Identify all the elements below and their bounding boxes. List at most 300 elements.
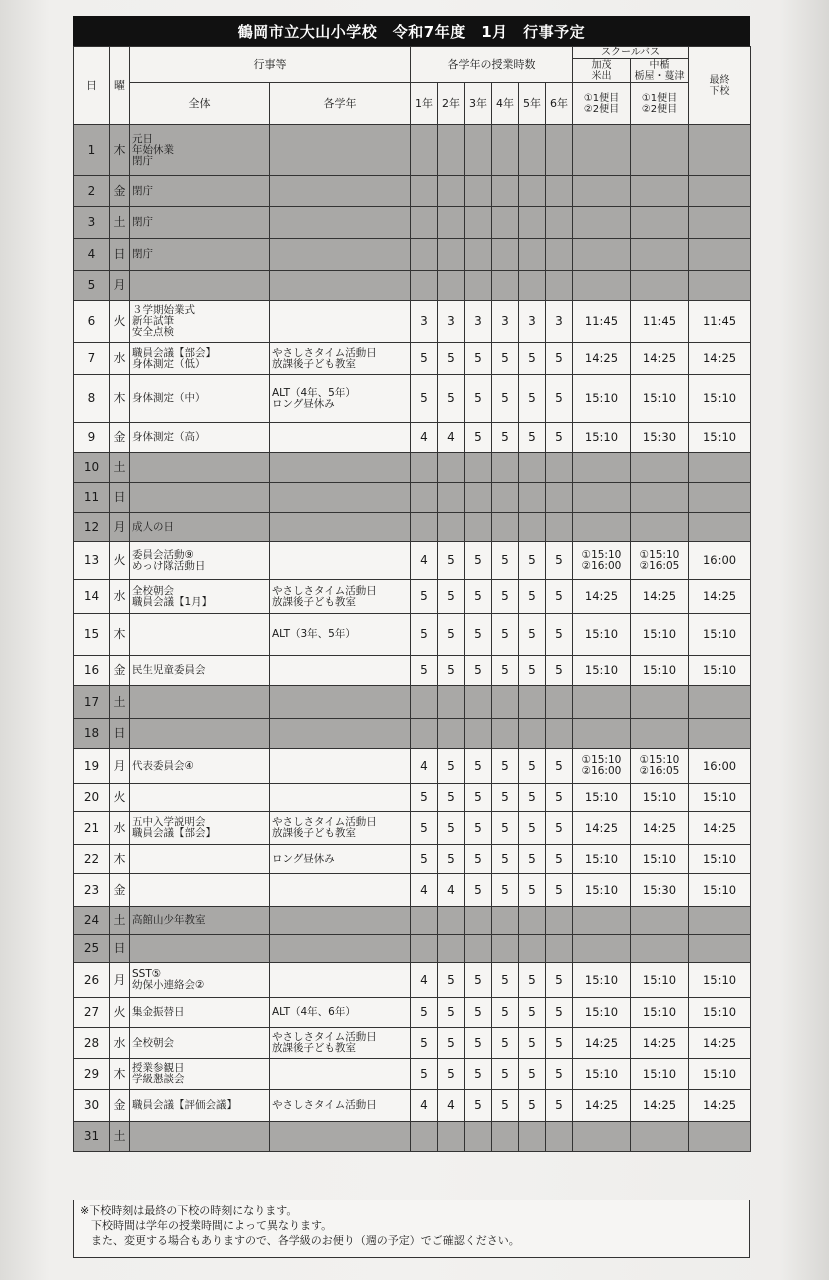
header-grade-6: 6年	[546, 83, 573, 125]
hours-grade-2-cell	[438, 271, 465, 301]
day-cell: 18	[74, 719, 110, 749]
weekday-cell: 日	[110, 239, 130, 271]
hours-grade-5-cell	[519, 176, 546, 207]
bus-route-1-cell: ①15:10 ②16:00	[573, 542, 631, 580]
hours-grade-2-cell	[438, 176, 465, 207]
table-row	[74, 239, 751, 271]
hours-grade-6-cell: 5	[546, 343, 573, 375]
hours-grade-3-cell: 5	[465, 749, 492, 784]
header-bus: スクールバス	[573, 47, 689, 59]
day-cell: 6	[74, 301, 110, 343]
event-all-cell: 民生児童委員会	[130, 656, 270, 686]
bus-route-2-cell	[631, 686, 689, 719]
bus-route-1-cell: 15:10	[573, 998, 631, 1028]
event-grade-cell	[270, 423, 411, 453]
bus-route-2-cell: 15:30	[631, 423, 689, 453]
table-row	[74, 845, 751, 874]
hours-grade-4-cell: 5	[492, 542, 519, 580]
hours-grade-2-cell	[438, 513, 465, 542]
event-all-cell: 全校朝会	[130, 1028, 270, 1059]
weekday-cell: 水	[110, 580, 130, 614]
hours-grade-4-cell: 5	[492, 845, 519, 874]
day-cell: 10	[74, 453, 110, 483]
hours-grade-1-cell	[411, 125, 438, 176]
hours-grade-1-cell: 4	[411, 1090, 438, 1122]
hours-grade-6-cell: 5	[546, 375, 573, 423]
day-cell: 24	[74, 907, 110, 935]
bus-route-2-cell	[631, 935, 689, 963]
bus-route-2-cell: ①15:10 ②16:05	[631, 542, 689, 580]
hours-grade-3-cell: 5	[465, 998, 492, 1028]
header-bus-trips-1: ①1便目 ②2便目	[573, 83, 631, 125]
hours-grade-1-cell: 5	[411, 998, 438, 1028]
hours-grade-6-cell	[546, 483, 573, 513]
hours-grade-1-cell: 5	[411, 343, 438, 375]
header-weekday: 曜	[110, 47, 130, 125]
event-all-cell	[130, 614, 270, 656]
table-row	[74, 1028, 751, 1059]
hours-grade-6-cell	[546, 271, 573, 301]
hours-grade-5-cell	[519, 271, 546, 301]
hours-grade-3-cell	[465, 271, 492, 301]
last-leave-cell	[689, 483, 751, 513]
event-grade-cell	[270, 874, 411, 907]
hours-grade-2-cell	[438, 125, 465, 176]
hours-grade-2-cell: 5	[438, 1028, 465, 1059]
hours-grade-6-cell	[546, 207, 573, 239]
hours-grade-6-cell: 3	[546, 301, 573, 343]
hours-grade-1-cell: 4	[411, 963, 438, 998]
day-cell: 31	[74, 1122, 110, 1152]
hours-grade-4-cell: 5	[492, 343, 519, 375]
hours-grade-3-cell: 5	[465, 375, 492, 423]
bus-route-1-cell: 15:10	[573, 375, 631, 423]
header-grade-3: 3年	[465, 83, 492, 125]
hours-grade-5-cell	[519, 453, 546, 483]
weekday-cell: 水	[110, 812, 130, 845]
hours-grade-5-cell	[519, 719, 546, 749]
hours-grade-5-cell	[519, 207, 546, 239]
weekday-cell: 日	[110, 719, 130, 749]
weekday-cell: 火	[110, 998, 130, 1028]
event-grade-cell: ロング昼休み	[270, 845, 411, 874]
hours-grade-4-cell: 5	[492, 963, 519, 998]
hours-grade-4-cell: 5	[492, 874, 519, 907]
event-all-cell: 閉庁	[130, 207, 270, 239]
hours-grade-3-cell	[465, 483, 492, 513]
hours-grade-3-cell: 5	[465, 784, 492, 812]
hours-grade-2-cell	[438, 719, 465, 749]
hours-grade-4-cell: 5	[492, 614, 519, 656]
hours-grade-1-cell: 5	[411, 656, 438, 686]
hours-grade-1-cell	[411, 513, 438, 542]
weekday-cell: 木	[110, 845, 130, 874]
header-events-all: 全体	[130, 83, 270, 125]
event-all-cell: 五中入学説明会 職員会議【部会】	[130, 812, 270, 845]
hours-grade-2-cell: 5	[438, 542, 465, 580]
weekday-cell: 金	[110, 423, 130, 453]
event-all-cell: SST⑤ 幼保小連絡会②	[130, 963, 270, 998]
event-all-cell: 職員会議【評価会議】	[130, 1090, 270, 1122]
hours-grade-6-cell	[546, 453, 573, 483]
table-row	[74, 812, 751, 845]
bus-route-1-cell: ①15:10 ②16:00	[573, 749, 631, 784]
last-leave-cell: 15:10	[689, 423, 751, 453]
bus-route-1-cell	[573, 719, 631, 749]
hours-grade-3-cell: 5	[465, 1028, 492, 1059]
hours-grade-5-cell: 3	[519, 301, 546, 343]
event-all-cell	[130, 874, 270, 907]
hours-grade-3-cell: 5	[465, 580, 492, 614]
bus-route-2-cell: 14:25	[631, 580, 689, 614]
hours-grade-4-cell	[492, 239, 519, 271]
event-grade-cell	[270, 656, 411, 686]
hours-grade-4-cell: 5	[492, 1059, 519, 1090]
hours-grade-5-cell: 5	[519, 343, 546, 375]
hours-grade-3-cell: 5	[465, 542, 492, 580]
hours-grade-6-cell: 5	[546, 963, 573, 998]
hours-grade-5-cell: 5	[519, 749, 546, 784]
hours-grade-2-cell	[438, 453, 465, 483]
footnote-box	[73, 1200, 750, 1258]
last-leave-cell	[689, 513, 751, 542]
weekday-cell: 土	[110, 207, 130, 239]
day-cell: 3	[74, 207, 110, 239]
hours-grade-6-cell: 5	[546, 1090, 573, 1122]
hours-grade-2-cell	[438, 207, 465, 239]
day-cell: 7	[74, 343, 110, 375]
bus-route-1-cell	[573, 907, 631, 935]
hours-grade-2-cell: 5	[438, 749, 465, 784]
last-leave-cell: 15:10	[689, 375, 751, 423]
table-row	[74, 542, 751, 580]
bus-route-2-cell: 15:10	[631, 375, 689, 423]
hours-grade-3-cell	[465, 453, 492, 483]
hours-grade-5-cell	[519, 483, 546, 513]
hours-grade-1-cell: 5	[411, 1059, 438, 1090]
weekday-cell: 水	[110, 343, 130, 375]
hours-grade-6-cell: 5	[546, 656, 573, 686]
hours-grade-5-cell: 5	[519, 963, 546, 998]
weekday-cell: 月	[110, 749, 130, 784]
event-grade-cell	[270, 963, 411, 998]
last-leave-cell: 14:25	[689, 1090, 751, 1122]
event-all-cell	[130, 483, 270, 513]
event-grade-cell	[270, 483, 411, 513]
header-grade-5: 5年	[519, 83, 546, 125]
day-cell: 25	[74, 935, 110, 963]
event-grade-cell: やさしさタイム活動日 放課後子ども教室	[270, 812, 411, 845]
bus-route-2-cell	[631, 483, 689, 513]
header-events: 行事等	[130, 47, 411, 83]
bus-route-2-cell: 15:10	[631, 784, 689, 812]
last-leave-cell: 15:10	[689, 1059, 751, 1090]
event-grade-cell	[270, 542, 411, 580]
weekday-cell: 金	[110, 1090, 130, 1122]
hours-grade-4-cell	[492, 686, 519, 719]
weekday-cell: 水	[110, 1028, 130, 1059]
hours-grade-2-cell	[438, 239, 465, 271]
event-grade-cell	[270, 1059, 411, 1090]
weekday-cell: 木	[110, 1059, 130, 1090]
last-leave-cell: 15:10	[689, 874, 751, 907]
event-grade-cell	[270, 239, 411, 271]
event-all-cell	[130, 784, 270, 812]
hours-grade-1-cell: 5	[411, 845, 438, 874]
table-row	[74, 343, 751, 375]
bus-route-1-cell	[573, 125, 631, 176]
weekday-cell: 木	[110, 614, 130, 656]
bus-route-2-cell	[631, 176, 689, 207]
hours-grade-4-cell	[492, 1122, 519, 1152]
weekday-cell: 土	[110, 686, 130, 719]
last-leave-cell	[689, 719, 751, 749]
last-leave-cell: 15:10	[689, 963, 751, 998]
last-leave-cell: 14:25	[689, 1028, 751, 1059]
table-row	[74, 874, 751, 907]
hours-grade-6-cell: 5	[546, 542, 573, 580]
weekday-cell: 日	[110, 483, 130, 513]
event-grade-cell	[270, 125, 411, 176]
hours-grade-1-cell: 5	[411, 1028, 438, 1059]
hours-grade-1-cell: 4	[411, 542, 438, 580]
weekday-cell: 土	[110, 907, 130, 935]
hours-grade-1-cell: 4	[411, 423, 438, 453]
last-leave-cell: 15:10	[689, 845, 751, 874]
bus-route-1-cell: 15:10	[573, 423, 631, 453]
hours-grade-2-cell: 5	[438, 812, 465, 845]
hours-grade-2-cell: 5	[438, 998, 465, 1028]
last-leave-cell: 16:00	[689, 749, 751, 784]
day-cell: 22	[74, 845, 110, 874]
bus-route-1-cell	[573, 176, 631, 207]
hours-grade-4-cell	[492, 207, 519, 239]
bus-route-2-cell: 15:10	[631, 963, 689, 998]
bus-route-2-cell: 15:10	[631, 614, 689, 656]
weekday-cell: 木	[110, 125, 130, 176]
bus-route-2-cell: 15:30	[631, 874, 689, 907]
hours-grade-5-cell	[519, 1122, 546, 1152]
hours-grade-6-cell: 5	[546, 1028, 573, 1059]
weekday-cell: 木	[110, 375, 130, 423]
event-all-cell: 集金振替日	[130, 998, 270, 1028]
table-row	[74, 719, 751, 749]
hours-grade-5-cell: 5	[519, 812, 546, 845]
event-grade-cell	[270, 749, 411, 784]
hours-grade-5-cell: 5	[519, 845, 546, 874]
bus-route-2-cell	[631, 907, 689, 935]
table-row	[74, 935, 751, 963]
hours-grade-1-cell: 4	[411, 874, 438, 907]
event-all-cell	[130, 686, 270, 719]
event-grade-cell: ALT（3年、5年）	[270, 614, 411, 656]
hours-grade-2-cell	[438, 686, 465, 719]
event-all-cell	[130, 719, 270, 749]
hours-grade-1-cell	[411, 239, 438, 271]
hours-grade-5-cell: 5	[519, 656, 546, 686]
day-cell: 15	[74, 614, 110, 656]
event-all-cell	[130, 1122, 270, 1152]
last-leave-cell	[689, 239, 751, 271]
table-row	[74, 301, 751, 343]
event-all-cell: 代表委員会④	[130, 749, 270, 784]
last-leave-cell: 14:25	[689, 812, 751, 845]
page-title: 鶴岡市立大山小学校 令和7年度 1月 行事予定	[73, 16, 750, 46]
bus-route-2-cell: 14:25	[631, 1028, 689, 1059]
hours-grade-5-cell	[519, 907, 546, 935]
weekday-cell: 金	[110, 656, 130, 686]
table-row	[74, 1059, 751, 1090]
header-grade-2: 2年	[438, 83, 465, 125]
footnote-line: また、変更する場合もありますので、各学級のお便り（週の予定）でご確認ください。	[80, 1234, 520, 1247]
day-cell: 30	[74, 1090, 110, 1122]
hours-grade-4-cell: 5	[492, 375, 519, 423]
hours-grade-4-cell	[492, 935, 519, 963]
hours-grade-2-cell: 5	[438, 614, 465, 656]
hours-grade-3-cell: 5	[465, 1090, 492, 1122]
hours-grade-2-cell: 5	[438, 580, 465, 614]
hours-grade-3-cell: 5	[465, 845, 492, 874]
hours-grade-4-cell: 5	[492, 998, 519, 1028]
hours-grade-3-cell: 5	[465, 1059, 492, 1090]
event-all-cell: 高館山少年教室	[130, 907, 270, 935]
last-leave-cell	[689, 125, 751, 176]
table-row	[74, 271, 751, 301]
weekday-cell: 火	[110, 542, 130, 580]
bus-route-2-cell	[631, 271, 689, 301]
day-cell: 27	[74, 998, 110, 1028]
bus-route-1-cell: 14:25	[573, 343, 631, 375]
last-leave-cell: 15:10	[689, 784, 751, 812]
event-all-cell: 閉庁	[130, 176, 270, 207]
hours-grade-5-cell	[519, 935, 546, 963]
table-row	[74, 1122, 751, 1152]
table-row	[74, 907, 751, 935]
day-cell: 1	[74, 125, 110, 176]
event-grade-cell: ALT（4年、5年） ロング昼休み	[270, 375, 411, 423]
hours-grade-4-cell: 3	[492, 301, 519, 343]
event-grade-cell	[270, 935, 411, 963]
hours-grade-3-cell	[465, 686, 492, 719]
event-all-cell: 授業参観日 学級懇談会	[130, 1059, 270, 1090]
table-row	[74, 207, 751, 239]
event-grade-cell	[270, 784, 411, 812]
hours-grade-2-cell: 4	[438, 874, 465, 907]
table-row	[74, 513, 751, 542]
hours-grade-5-cell: 5	[519, 423, 546, 453]
table-row	[74, 580, 751, 614]
hours-grade-1-cell	[411, 483, 438, 513]
hours-grade-5-cell: 5	[519, 1059, 546, 1090]
bus-route-2-cell	[631, 1122, 689, 1152]
weekday-cell: 月	[110, 271, 130, 301]
hours-grade-1-cell	[411, 176, 438, 207]
bus-route-1-cell	[573, 207, 631, 239]
hours-grade-6-cell	[546, 125, 573, 176]
weekday-cell: 金	[110, 874, 130, 907]
header-bus-route-2: 中楯 栃屋・蔓津	[631, 59, 689, 83]
bus-route-2-cell	[631, 207, 689, 239]
bus-route-1-cell: 15:10	[573, 874, 631, 907]
day-cell: 23	[74, 874, 110, 907]
bus-route-1-cell	[573, 1122, 631, 1152]
day-cell: 12	[74, 513, 110, 542]
hours-grade-2-cell: 5	[438, 375, 465, 423]
hours-grade-2-cell: 5	[438, 1059, 465, 1090]
hours-grade-3-cell: 5	[465, 656, 492, 686]
bus-route-1-cell	[573, 513, 631, 542]
hours-grade-2-cell	[438, 483, 465, 513]
event-grade-cell	[270, 207, 411, 239]
hours-grade-3-cell: 3	[465, 301, 492, 343]
event-grade-cell: やさしさタイム活動日 放課後子ども教室	[270, 580, 411, 614]
hours-grade-6-cell: 5	[546, 580, 573, 614]
hours-grade-1-cell	[411, 907, 438, 935]
hours-grade-4-cell: 5	[492, 580, 519, 614]
table-row	[74, 686, 751, 719]
hours-grade-6-cell	[546, 513, 573, 542]
bus-route-1-cell: 15:10	[573, 845, 631, 874]
schedule-table	[73, 46, 751, 1152]
hours-grade-4-cell	[492, 176, 519, 207]
bus-route-2-cell: ①15:10 ②16:05	[631, 749, 689, 784]
table-row	[74, 453, 751, 483]
hours-grade-4-cell: 5	[492, 784, 519, 812]
day-cell: 29	[74, 1059, 110, 1090]
hours-grade-4-cell	[492, 483, 519, 513]
bus-route-2-cell	[631, 125, 689, 176]
bus-route-1-cell: 15:10	[573, 614, 631, 656]
last-leave-cell: 11:45	[689, 301, 751, 343]
hours-grade-4-cell: 5	[492, 423, 519, 453]
header-bus-trips-2: ①1便目 ②2便目	[631, 83, 689, 125]
hours-grade-4-cell: 5	[492, 1028, 519, 1059]
bus-route-2-cell	[631, 239, 689, 271]
hours-grade-6-cell: 5	[546, 845, 573, 874]
hours-grade-1-cell	[411, 686, 438, 719]
hours-grade-5-cell: 5	[519, 998, 546, 1028]
hours-grade-4-cell: 5	[492, 1090, 519, 1122]
header-grade-1: 1年	[411, 83, 438, 125]
event-all-cell: 元日 年始休業 閉庁	[130, 125, 270, 176]
day-cell: 20	[74, 784, 110, 812]
bus-route-2-cell: 11:45	[631, 301, 689, 343]
event-all-cell	[130, 935, 270, 963]
last-leave-cell	[689, 207, 751, 239]
hours-grade-4-cell: 5	[492, 812, 519, 845]
hours-grade-4-cell	[492, 125, 519, 176]
hours-grade-5-cell: 5	[519, 375, 546, 423]
hours-grade-5-cell: 5	[519, 542, 546, 580]
bus-route-1-cell: 15:10	[573, 656, 631, 686]
bus-route-1-cell	[573, 686, 631, 719]
hours-grade-6-cell: 5	[546, 998, 573, 1028]
hours-grade-5-cell: 5	[519, 580, 546, 614]
hours-grade-2-cell: 4	[438, 1090, 465, 1122]
hours-grade-2-cell: 5	[438, 656, 465, 686]
hours-grade-3-cell	[465, 719, 492, 749]
event-grade-cell	[270, 513, 411, 542]
hours-grade-6-cell	[546, 1122, 573, 1152]
hours-grade-5-cell	[519, 513, 546, 542]
hours-grade-1-cell: 3	[411, 301, 438, 343]
bus-route-1-cell	[573, 239, 631, 271]
day-cell: 28	[74, 1028, 110, 1059]
event-grade-cell	[270, 719, 411, 749]
hours-grade-2-cell: 5	[438, 845, 465, 874]
last-leave-cell	[689, 907, 751, 935]
hours-grade-5-cell: 5	[519, 614, 546, 656]
